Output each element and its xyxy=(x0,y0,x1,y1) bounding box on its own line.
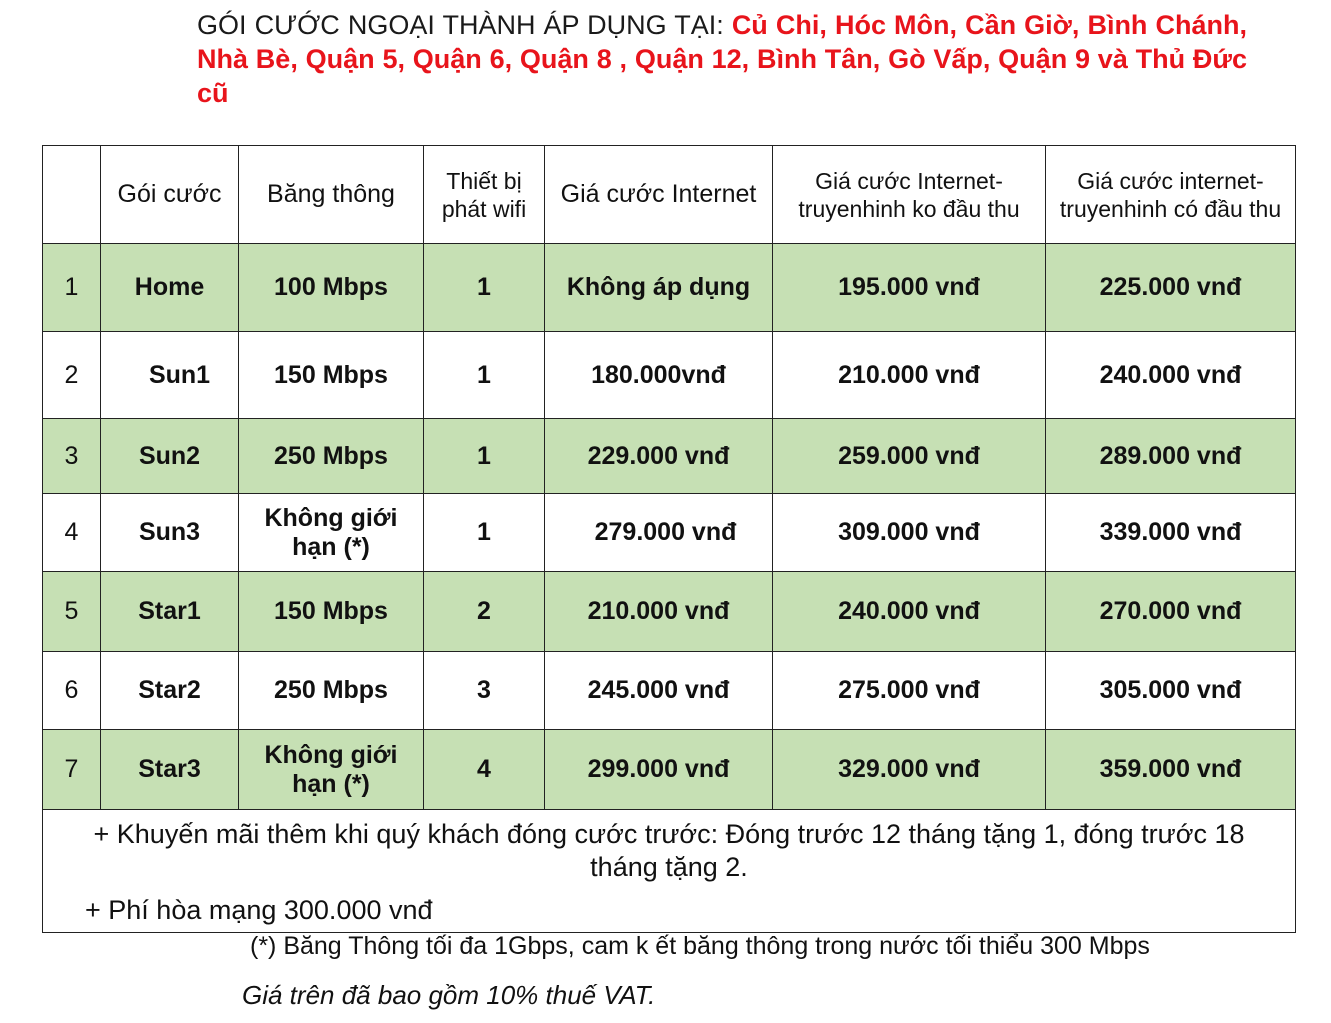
row-wifi: 4 xyxy=(424,730,545,810)
row-index: 2 xyxy=(43,332,101,419)
header-row xyxy=(43,146,1296,244)
row-package: Sun1 xyxy=(101,332,239,419)
row-package: Star3 xyxy=(101,730,239,810)
header-internet-price: Giá cước Internet xyxy=(545,146,773,244)
row-index: 1 xyxy=(43,244,101,332)
promotion-text: + Khuyến mãi thêm khi quý khách đóng cước trước: Đóng trước 12 tháng tặng 1, đóng trước 18 tháng tặng 2. xyxy=(93,819,1245,882)
install-fee-text: + Phí hòa mạng 300.000 vnđ xyxy=(85,895,433,925)
table-row xyxy=(43,419,1296,494)
row-index: 7 xyxy=(43,730,101,810)
row-bandwidth: 100 Mbps xyxy=(239,244,424,332)
table-row xyxy=(43,494,1296,572)
header-wifi: Thiết bị phát wifi xyxy=(424,146,545,244)
row-internet-price: Không áp dụng xyxy=(545,244,773,332)
page-title xyxy=(197,8,1247,110)
row-wifi: 3 xyxy=(424,652,545,730)
row-combo-no-box: 210.000 vnđ xyxy=(773,332,1046,419)
row-index: 6 xyxy=(43,652,101,730)
table-row xyxy=(43,244,1296,332)
table-row xyxy=(43,730,1296,810)
header-combo-no-box: Giá cước Internet-truyenhinh ko đầu thu xyxy=(773,146,1046,244)
footer-row xyxy=(43,810,1296,933)
row-combo-no-box: 309.000 vnđ xyxy=(773,494,1046,572)
row-index: 5 xyxy=(43,572,101,652)
row-combo-with-box: 359.000 vnđ xyxy=(1046,730,1296,810)
table-row xyxy=(43,332,1296,419)
row-package: Star2 xyxy=(101,652,239,730)
row-bandwidth: 250 Mbps xyxy=(239,419,424,494)
row-combo-with-box: 289.000 vnđ xyxy=(1046,419,1296,494)
row-combo-no-box: 259.000 vnđ xyxy=(773,419,1046,494)
row-internet-price: 180.000vnđ xyxy=(545,332,773,419)
row-combo-with-box: 225.000 vnđ xyxy=(1046,244,1296,332)
row-combo-with-box: 305.000 vnđ xyxy=(1046,652,1296,730)
row-wifi: 1 xyxy=(424,494,545,572)
row-combo-no-box: 240.000 vnđ xyxy=(773,572,1046,652)
pricing-table xyxy=(42,145,1296,933)
row-package: Sun3 xyxy=(101,494,239,572)
row-index: 4 xyxy=(43,494,101,572)
row-wifi: 1 xyxy=(424,332,545,419)
row-wifi: 1 xyxy=(424,244,545,332)
row-bandwidth: 150 Mbps xyxy=(239,332,424,419)
row-internet-price: 245.000 vnđ xyxy=(545,652,773,730)
row-internet-price: 210.000 vnđ xyxy=(545,572,773,652)
row-internet-price: 299.000 vnđ xyxy=(545,730,773,810)
row-internet-price: 279.000 vnđ xyxy=(545,494,773,572)
row-bandwidth: 150 Mbps xyxy=(239,572,424,652)
row-wifi: 2 xyxy=(424,572,545,652)
row-bandwidth: 250 Mbps xyxy=(239,652,424,730)
row-combo-no-box: 329.000 vnđ xyxy=(773,730,1046,810)
vat-note: Giá trên đã bao gồm 10% thuế VAT. xyxy=(242,980,656,1010)
row-bandwidth: Không giới hạn (*) xyxy=(239,494,424,572)
row-combo-with-box: 240.000 vnđ xyxy=(1046,332,1296,419)
header-combo-with-box: Giá cước internet-truyenhinh có đầu thu xyxy=(1046,146,1296,244)
row-wifi: 1 xyxy=(424,419,545,494)
row-index: 3 xyxy=(43,419,101,494)
row-combo-with-box: 339.000 vnđ xyxy=(1046,494,1296,572)
footer-cell xyxy=(43,810,1296,933)
header-package: Gói cước xyxy=(101,146,239,244)
bandwidth-note: (*) Băng Thông tối đa 1Gbps, cam k ết băng thông trong nước tối thiểu 300 Mbps xyxy=(250,932,1150,960)
row-internet-price: 229.000 vnđ xyxy=(545,419,773,494)
row-package: Home xyxy=(101,244,239,332)
row-package: Star1 xyxy=(101,572,239,652)
row-combo-with-box: 270.000 vnđ xyxy=(1046,572,1296,652)
table-row xyxy=(43,652,1296,730)
header-bandwidth: Băng thông xyxy=(239,146,424,244)
row-combo-no-box: 275.000 vnđ xyxy=(773,652,1046,730)
header-index xyxy=(43,146,101,244)
title-prefix: GÓI CƯỚC NGOẠI THÀNH ÁP DỤNG TẠI: xyxy=(197,10,732,40)
row-package: Sun2 xyxy=(101,419,239,494)
row-bandwidth: Không giới hạn (*) xyxy=(239,730,424,810)
title-areas: Củ Chi, Hóc Môn, Cần Giờ, Bình Chánh, Nhà Bè, Quận 5, Quận 6, Quận 8 , Quận 12, Bình Tân, Gò Vấp, Quận 9 và Thủ Đức cũ xyxy=(197,10,1247,108)
table-row xyxy=(43,572,1296,652)
row-combo-no-box: 195.000 vnđ xyxy=(773,244,1046,332)
